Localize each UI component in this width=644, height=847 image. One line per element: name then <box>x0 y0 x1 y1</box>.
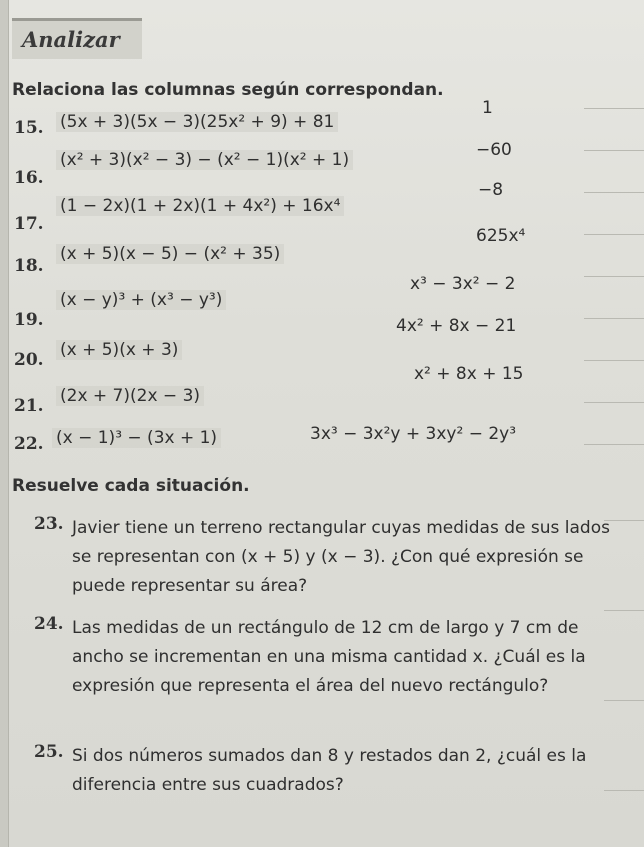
problem-number: 23. <box>34 514 64 534</box>
answer-option: x³ − 3x² − 2 <box>410 274 516 294</box>
answer-option: −8 <box>478 180 504 200</box>
item-expression: (x + 5)(x + 3) <box>56 340 182 360</box>
answer-option: −60 <box>476 140 512 160</box>
section-header <box>12 18 142 59</box>
ruled-line <box>584 402 644 403</box>
ruled-line <box>584 444 644 445</box>
problem-text: Las medidas de un rectángulo de 12 cm de largo y 7 cm de ancho se incrementan en una misma cantidad x. ¿Cuál es la expresión que representa el área del nuevo rectángulo? <box>72 618 586 696</box>
problem-text: Si dos números sumados dan 8 y restados dan 2, ¿cuál es la diferencia entre sus cuadrados? <box>72 746 587 795</box>
item-expression: (x − 1)³ − (3x + 1) <box>52 428 221 448</box>
item-number: 15. <box>14 118 44 138</box>
answer-option: x² + 8x + 15 <box>414 364 524 384</box>
ruled-line <box>584 318 644 319</box>
item-number: 16. <box>14 168 44 188</box>
answer-option: 1 <box>482 98 493 118</box>
answer-option: 3x³ − 3x²y + 3xy² − 2y³ <box>310 424 517 444</box>
situations-instruction: Resuelve cada situación. <box>12 476 250 496</box>
ruled-line <box>584 150 644 151</box>
item-number: 18. <box>14 256 44 276</box>
ruled-line <box>584 108 644 109</box>
problem-text: Javier tiene un terreno rectangular cuyas medidas de sus lados se representan con (x + 5) y (x − 3). ¿Con qué expresión se puede representar su área? <box>72 518 610 596</box>
problem-number: 25. <box>34 742 64 762</box>
section-title: Analizar <box>22 27 120 52</box>
item-number: 20. <box>14 350 44 370</box>
answer-option: 4x² + 8x − 21 <box>396 316 517 336</box>
item-number: 22. <box>14 434 44 454</box>
ruled-line <box>584 192 644 193</box>
matching-instruction: Relaciona las columnas según correspondan. <box>12 80 444 100</box>
answer-option: 625x⁴ <box>476 226 526 246</box>
ruled-line <box>584 276 644 277</box>
item-expression: (5x + 3)(5x − 3)(25x² + 9) + 81 <box>56 112 338 132</box>
item-number: 17. <box>14 214 44 234</box>
ruled-line <box>584 234 644 235</box>
problem-number: 24. <box>34 614 64 634</box>
item-number: 19. <box>14 310 44 330</box>
item-expression: (x² + 3)(x² − 3) − (x² − 1)(x² + 1) <box>56 150 353 170</box>
item-number: 21. <box>14 396 44 416</box>
item-expression: (x + 5)(x − 5) − (x² + 35) <box>56 244 284 264</box>
ruled-line <box>604 610 644 611</box>
ruled-line <box>584 360 644 361</box>
page-margin <box>0 0 9 847</box>
item-expression: (x − y)³ + (x³ − y³) <box>56 290 226 310</box>
item-expression: (2x + 7)(2x − 3) <box>56 386 204 406</box>
item-expression: (1 − 2x)(1 + 2x)(1 + 4x²) + 16x⁴ <box>56 196 344 216</box>
